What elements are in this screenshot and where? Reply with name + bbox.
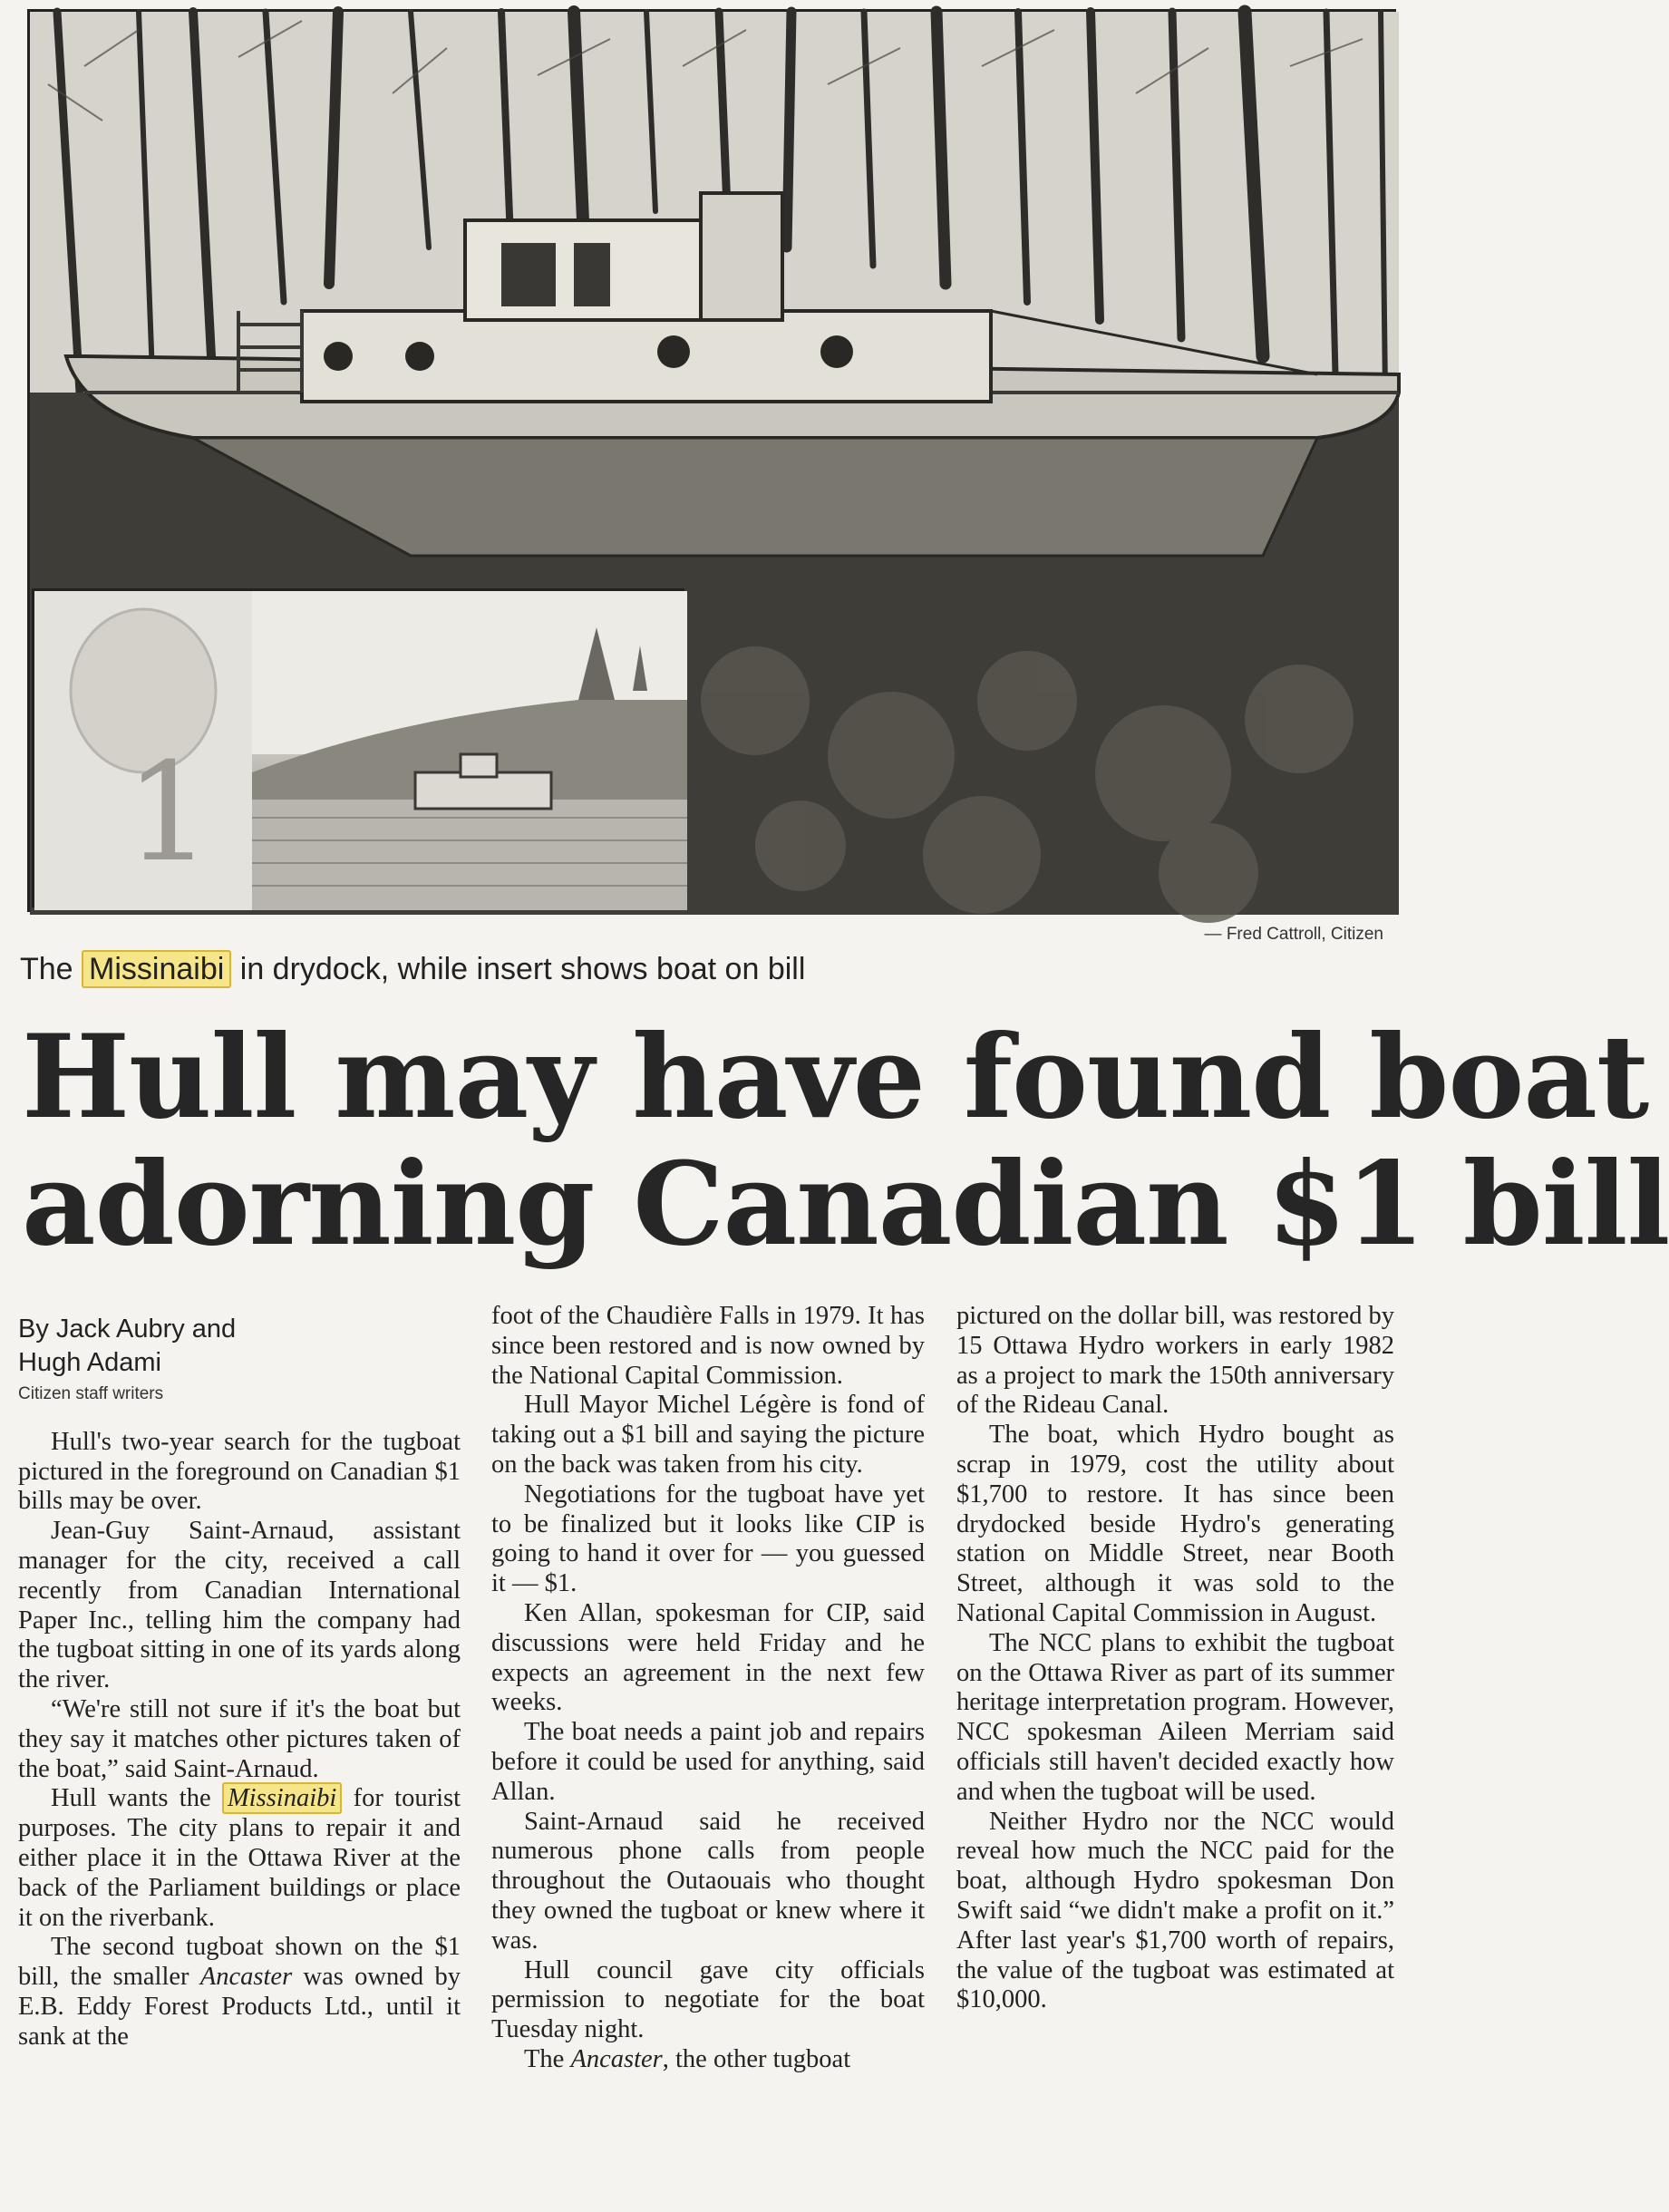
paragraph bbox=[491, 2045, 925, 2075]
dollar-bill-insert bbox=[32, 588, 684, 907]
boat-name: Ancaster bbox=[570, 2044, 663, 2073]
caption-prefix: The bbox=[20, 952, 82, 986]
article-column-3 bbox=[956, 1302, 1394, 2015]
caption-suffix: in drydock, while insert shows boat on bill bbox=[231, 952, 806, 986]
paragraph: Jean-Guy Saint-Arnaud, assistant manager for the city, received a call recently from Canadian International Paper Inc., telling him the company had the tugboat sitting in one of its yards along the river. bbox=[18, 1517, 461, 1694]
byline-line-2: Hugh Adami bbox=[18, 1348, 161, 1377]
paragraph: Hull Mayor Michel Légère is fond of taking out a $1 bill and saying the picture on the back was taken from his city. bbox=[491, 1391, 925, 1479]
article-column-1 bbox=[18, 1304, 461, 2052]
article-column-2 bbox=[491, 1302, 925, 2075]
headline-line-1: Hull may have found boat bbox=[22, 1010, 1649, 1144]
photo-credit: — Fred Cattroll, Citizen bbox=[1204, 925, 1383, 944]
text-run: Hull wants the bbox=[51, 1784, 222, 1813]
byline-role: Citizen staff writers bbox=[18, 1384, 164, 1403]
paragraph: The NCC plans to exhibit the tugboat on the Ottawa River as part of its summer heritage interpretation program. However, NCC spokesman Aileen Merriam said officials still haven't decided exactly how and when the tugboat will be used. bbox=[956, 1628, 1394, 1806]
caption-boat-name-highlight: Missinaibi bbox=[82, 950, 231, 988]
main-photo bbox=[27, 9, 1396, 912]
paragraph: foot of the Chaudière Falls in 1979. It has since been restored and is now owned by the National Capital Commission. bbox=[491, 1302, 925, 1390]
paragraph: “We're still not sure if it's the boat but they say it matches other pictures taken of the boat,” said Saint-Arnaud. bbox=[18, 1694, 461, 1783]
paragraph: Hull's two-year search for the tugboat pictured in the foreground on Canadian $1 bills may be over. bbox=[18, 1427, 461, 1516]
paragraph: Ken Allan, spokesman for CIP, said discussions were held Friday and he expects an agreement in the next few weeks. bbox=[491, 1598, 925, 1717]
paragraph: Neither Hydro nor the NCC would reveal how much the NCC paid for the boat, although Hydro spokesman Don Swift said “we didn't make a profit on it.” After last year's $1,700 worth of repairs, the value of the tugboat was estimated at $10,000. bbox=[956, 1807, 1394, 2014]
text-run: for tourist purposes. The city plans to repair it and either place it in the Ottawa River at the back of the Parliament buildings or place it on the riverbank. bbox=[18, 1784, 461, 1932]
text-run: was owned by E.B. Eddy Forest Products Ltd., until it sank at the bbox=[18, 1963, 461, 2051]
byline-line-1: By Jack Aubry and bbox=[18, 1315, 237, 1344]
boat-name-highlight: Missinaibi bbox=[222, 1782, 342, 1814]
paragraph: Hull council gave city officials permission to negotiate for the boat Tuesday night. bbox=[491, 1955, 925, 2044]
paragraph bbox=[18, 1784, 461, 1933]
text-run: The bbox=[524, 2044, 571, 2073]
byline bbox=[18, 1313, 461, 1380]
photo-caption bbox=[20, 952, 805, 987]
paragraph: pictured on the dollar bill, was restored by 15 Ottawa Hydro workers in early 1982 as a project to mark the 150th anniversary of the Rideau Canal. bbox=[956, 1302, 1394, 1420]
text-run: The second tugboat shown on the $1 bill, the smaller bbox=[18, 1933, 461, 1992]
text-run: , the other tugboat bbox=[662, 2044, 851, 2073]
paragraph bbox=[18, 1933, 461, 2052]
paragraph: Negotiations for the tugboat have yet to be finalized but it looks like CIP is going to hand it over for — you guessed it — $1. bbox=[491, 1480, 925, 1598]
paragraph: The boat needs a paint job and repairs before it could be used for anything, said Allan. bbox=[491, 1718, 925, 1806]
headline-line-2: adorning Canadian $1 bill bbox=[22, 1137, 1669, 1271]
headline bbox=[22, 1010, 1669, 1271]
bill-numeral: 1 bbox=[125, 734, 212, 892]
paragraph: Saint-Arnaud said he received numerous phone calls from people throughout the Outaouais who thought they owned the tugboat or knew where it was. bbox=[491, 1807, 925, 1955]
paragraph: The boat, which Hydro bought as scrap in 1979, cost the utility about $1,700 to restore. It has since been drydocked beside Hydro's generating station on Middle Street, near Booth Street, although it was sold to the National Capital Commission in August. bbox=[956, 1421, 1394, 1627]
boat-name: Ancaster bbox=[199, 1963, 293, 1992]
